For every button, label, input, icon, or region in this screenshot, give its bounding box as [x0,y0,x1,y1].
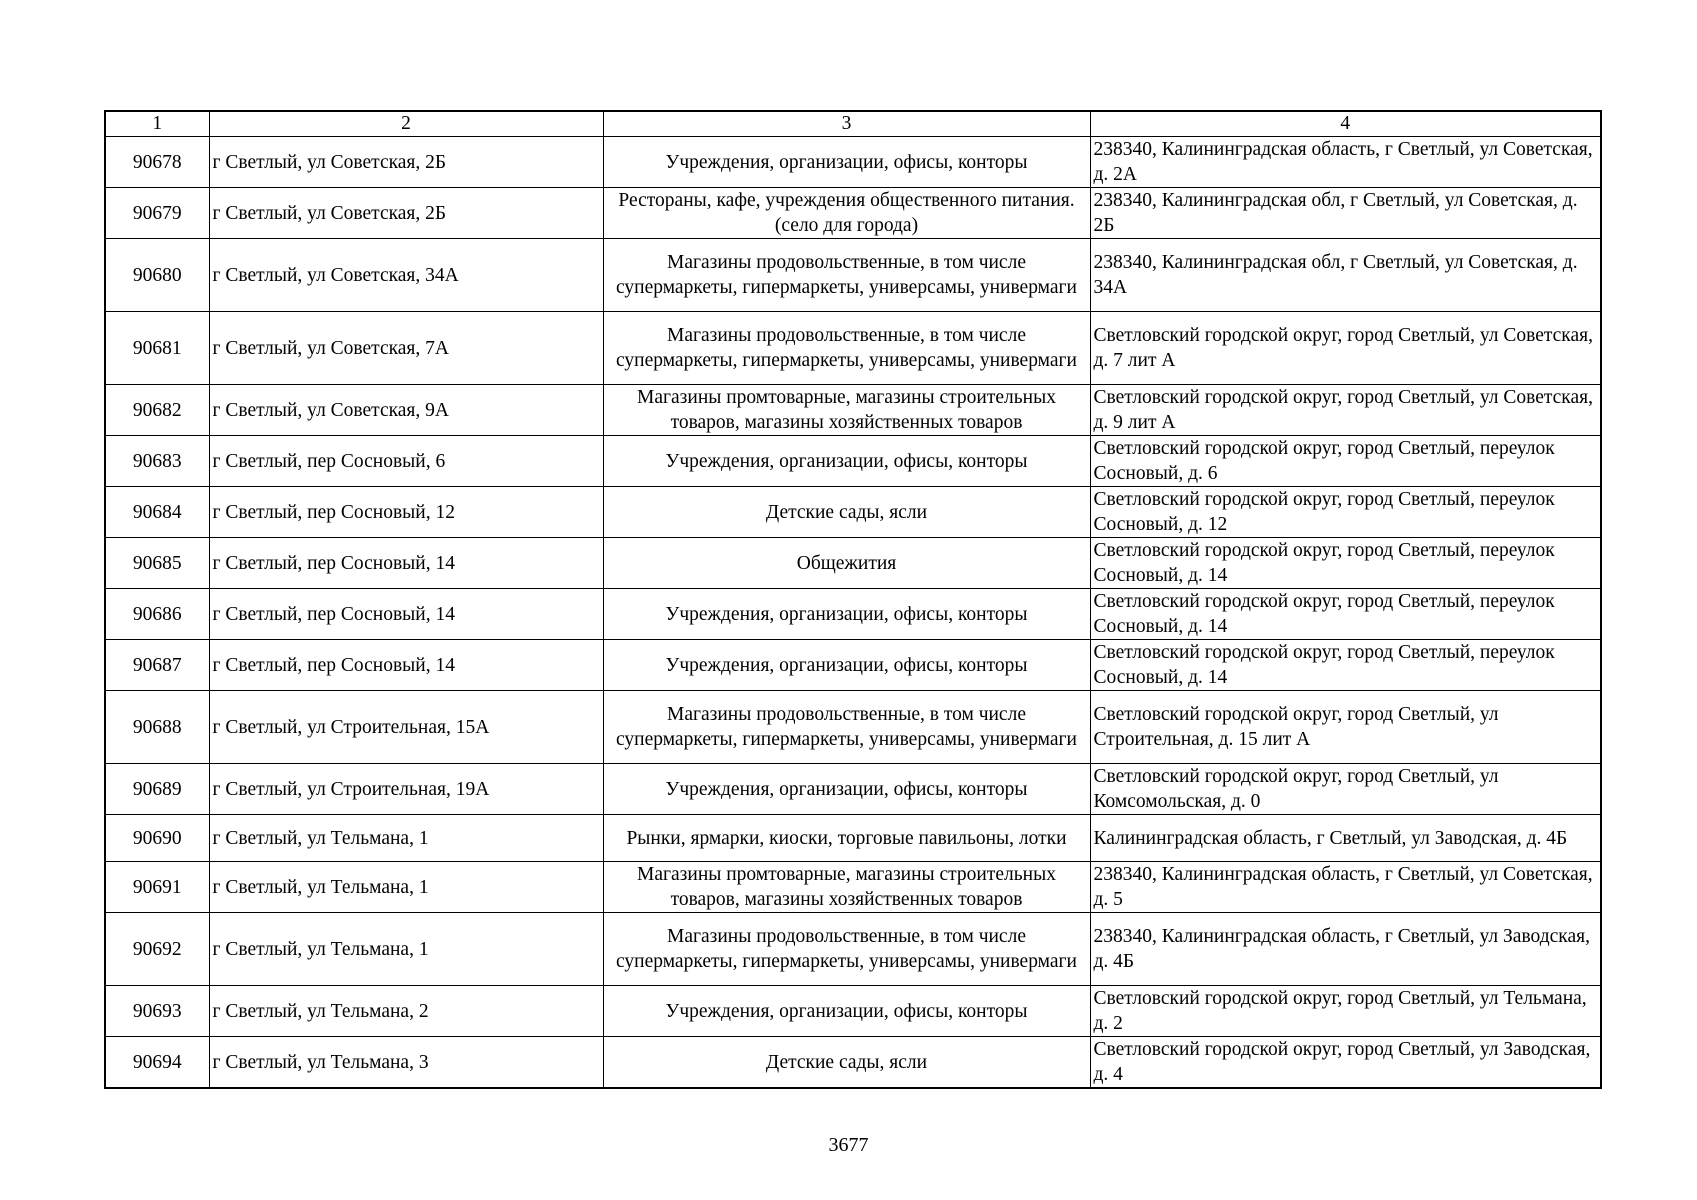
object-address-cell: г Светлый, пер Сосновый, 6 [209,436,603,487]
object-address-cell: г Светлый, ул Советская, 34А [209,239,603,312]
purpose-cell: Магазины промтоварные, магазины строительных товаров, магазины хозяйственных товаров [603,385,1090,436]
purpose-cell: Детские сады, ясли [603,1037,1090,1089]
purpose-cell: Учреждения, организации, офисы, конторы [603,986,1090,1037]
row-id-cell: 90685 [105,538,209,589]
purpose-cell: Магазины продовольственные, в том числе супермаркеты, гипермаркеты, универсамы, универмаги [603,913,1090,986]
table-row [105,137,1601,188]
row-id-cell: 90690 [105,815,209,862]
object-address-cell: г Светлый, ул Тельмана, 3 [209,1037,603,1089]
column-header-2: 2 [209,111,603,137]
legal-address-cell: Светловский городской округ, город Светлый, ул Советская, д. 9 лит А [1090,385,1601,436]
object-address-cell: г Светлый, ул Строительная, 19А [209,764,603,815]
table-row [105,862,1601,913]
legal-address-cell: Калининградская область, г Светлый, ул Заводская, д. 4Б [1090,815,1601,862]
row-id-cell: 90684 [105,487,209,538]
purpose-cell: Детские сады, ясли [603,487,1090,538]
object-address-cell: г Светлый, пер Сосновый, 14 [209,640,603,691]
object-address-cell: г Светлый, ул Тельмана, 1 [209,815,603,862]
row-id-cell: 90686 [105,589,209,640]
row-id-cell: 90682 [105,385,209,436]
table-row [105,385,1601,436]
object-address-cell: г Светлый, ул Тельмана, 2 [209,986,603,1037]
table-row [105,764,1601,815]
legal-address-cell: Светловский городской округ, город Светлый, ул Советская, д. 7 лит А [1090,312,1601,385]
legal-address-cell: 238340, Калининградская область, г Светлый, ул Советская, д. 5 [1090,862,1601,913]
table-row [105,487,1601,538]
purpose-cell: Рестораны, кафе, учреждения общественного питания. (село для города) [603,188,1090,239]
legal-address-cell: 238340, Калининградская обл, г Светлый, ул Советская, д. 2Б [1090,188,1601,239]
row-id-cell: 90694 [105,1037,209,1089]
purpose-cell: Учреждения, организации, офисы, конторы [603,640,1090,691]
purpose-cell: Общежития [603,538,1090,589]
object-address-cell: г Светлый, ул Тельмана, 1 [209,913,603,986]
table-row [105,188,1601,239]
row-id-cell: 90691 [105,862,209,913]
registry-table [104,110,1602,1089]
legal-address-cell: 238340, Калининградская обл, г Светлый, ул Советская, д. 34А [1090,239,1601,312]
column-header-1: 1 [105,111,209,137]
row-id-cell: 90689 [105,764,209,815]
table-row [105,239,1601,312]
purpose-cell: Учреждения, организации, офисы, конторы [603,764,1090,815]
object-address-cell: г Светлый, ул Советская, 9А [209,385,603,436]
table-row [105,640,1601,691]
row-id-cell: 90680 [105,239,209,312]
object-address-cell: г Светлый, ул Советская, 2Б [209,188,603,239]
legal-address-cell: Светловский городской округ, город Светлый, переулок Сосновый, д. 14 [1090,589,1601,640]
purpose-cell: Магазины промтоварные, магазины строительных товаров, магазины хозяйственных товаров [603,862,1090,913]
object-address-cell: г Светлый, пер Сосновый, 14 [209,589,603,640]
row-id-cell: 90693 [105,986,209,1037]
row-id-cell: 90679 [105,188,209,239]
table-row [105,538,1601,589]
legal-address-cell: Светловский городской округ, город Светлый, ул Заводская, д. 4 [1090,1037,1601,1089]
object-address-cell: г Светлый, ул Советская, 7А [209,312,603,385]
column-header-3: 3 [603,111,1090,137]
object-address-cell: г Светлый, пер Сосновый, 14 [209,538,603,589]
legal-address-cell: Светловский городской округ, город Светлый, переулок Сосновый, д. 14 [1090,640,1601,691]
purpose-cell: Магазины продовольственные, в том числе супермаркеты, гипермаркеты, универсамы, универмаги [603,691,1090,764]
table-row [105,1037,1601,1089]
column-header-4: 4 [1090,111,1601,137]
row-id-cell: 90683 [105,436,209,487]
table-row [105,815,1601,862]
legal-address-cell: 238340, Калининградская область, г Светлый, ул Советская, д. 2А [1090,137,1601,188]
legal-address-cell: Светловский городской округ, город Светлый, переулок Сосновый, д. 12 [1090,487,1601,538]
legal-address-cell: Светловский городской округ, город Светлый, ул Строительная, д. 15 лит А [1090,691,1601,764]
legal-address-cell: Светловский городской округ, город Светлый, переулок Сосновый, д. 6 [1090,436,1601,487]
legal-address-cell: Светловский городской округ, город Светлый, ул Комсомольская, д. 0 [1090,764,1601,815]
object-address-cell: г Светлый, ул Советская, 2Б [209,137,603,188]
purpose-cell: Учреждения, организации, офисы, конторы [603,137,1090,188]
column-number-row [105,111,1601,137]
purpose-cell: Магазины продовольственные, в том числе супермаркеты, гипермаркеты, универсамы, универмаги [603,239,1090,312]
row-id-cell: 90687 [105,640,209,691]
table-body [105,137,1601,1089]
legal-address-cell: Светловский городской округ, город Светлый, ул Тельмана, д. 2 [1090,986,1601,1037]
row-id-cell: 90681 [105,312,209,385]
object-address-cell: г Светлый, ул Строительная, 15А [209,691,603,764]
legal-address-cell: Светловский городской округ, город Светлый, переулок Сосновый, д. 14 [1090,538,1601,589]
table-row [105,589,1601,640]
row-id-cell: 90688 [105,691,209,764]
object-address-cell: г Светлый, ул Тельмана, 1 [209,862,603,913]
table-row [105,986,1601,1037]
purpose-cell: Учреждения, организации, офисы, конторы [603,589,1090,640]
table-row [105,691,1601,764]
table-row [105,913,1601,986]
legal-address-cell: 238340, Калининградская область, г Светлый, ул Заводская, д. 4Б [1090,913,1601,986]
object-address-cell: г Светлый, пер Сосновый, 12 [209,487,603,538]
row-id-cell: 90692 [105,913,209,986]
purpose-cell: Учреждения, организации, офисы, конторы [603,436,1090,487]
table-row [105,312,1601,385]
table-row [105,436,1601,487]
purpose-cell: Рынки, ярмарки, киоски, торговые павильоны, лотки [603,815,1090,862]
purpose-cell: Магазины продовольственные, в том числе супермаркеты, гипермаркеты, универсамы, универмаги [603,312,1090,385]
row-id-cell: 90678 [105,137,209,188]
page-number: 3677 [828,1134,869,1156]
